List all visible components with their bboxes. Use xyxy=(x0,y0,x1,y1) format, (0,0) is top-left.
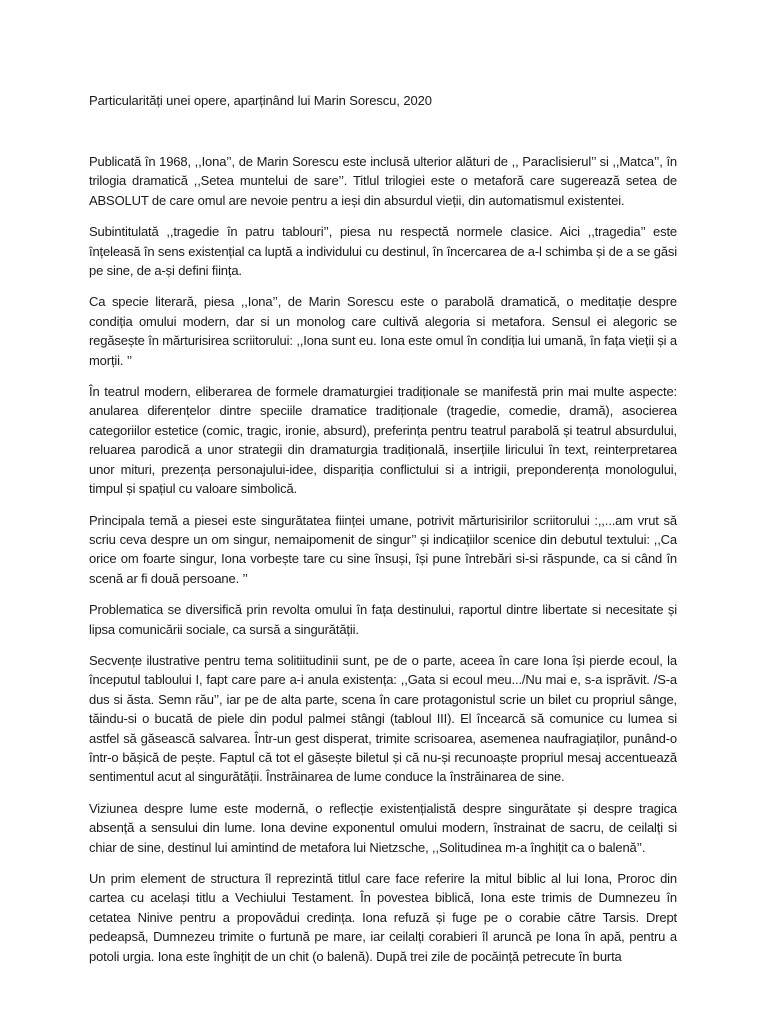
paragraph-6: Problematica se diversifică prin revolta omului în fața destinului, raportul dintre libertate si necesitate și lipsa comunicării sociale, ca sursă a singurătății. xyxy=(89,602,677,637)
paragraph-1: Publicată în 1968, ,,Iona’’, de Marin Sorescu este inclusă ulterior alături de ,, Paraclisierul’’ si ,,Matca’’, în trilogia dramatică ,,Setea muntelui de sare’’. Titlul trilogiei este o metaforă care sugerează setea de ABSOLUT de care omul are nevoie pentru a ieși din absurdul vieții, din automatismul existentei. xyxy=(89,154,677,208)
document-page xyxy=(89,92,677,978)
paragraph-4: În teatrul modern, eliberarea de formele dramaturgiei tradiționale se manifestă prin mai multe aspecte: anularea diferențelor dintre speciile dramatice tradiționale (tragedie, comedie, dramă), asocierea categoriilor estetice (comic, tragic, ironie, absurd), preferința pentru teatrul parabolă și teatrul absurdului, reluarea parodică a unor strategii din dramaturgia tradițională, inserțiile liricului în text, reinterpretarea unor mituri, prezența personajului-idee, dispariția conflictului si a intrigii, preponderența monologului, timpul și spațiul cu valoare simbolică. xyxy=(89,384,677,497)
paragraph-2: Subintitulată ,,tragedie în patru tablouri’’, piesa nu respectă normele clasice. Aici ,,tragedia’’ este înțeleasă în sens existențial ca luptă a individului cu destinul, în încercarea de a-l schimba și de a se găsi pe sine, de a-și defini ființa. xyxy=(89,224,677,279)
paragraph-7: Secvențe ilustrative pentru tema solitiitudinii sunt, pe de o parte, aceea în care Iona își pierde ecoul, la începutul tabloului I, fapt care pare a-i anula existența: ,,Gata si ecoul meu.../Nu mai e, s-a isprăvit. /S-a dus si ăsta. Semn rău’’, iar pe de alta parte, scena în care protagonistul scrie un bilet cu propriul sânge, tăindu-si o bucată de piele din podul palmei stângi (tabloul III). El încearcă să comunice cu lumea si astfel să găsească salvarea. Într-un gest disperat, trimite scrisoarea, asemenea naufragiaților, punând-o într-o bășică de pește. Faptul că tot el găsește biletul și că nu-și recunoaște propriul mesaj accentuează sentimentul acut al singurătății. Înstrăinarea de lume conduce la înstrăinarea de sine. xyxy=(89,652,677,785)
paragraph-9: Un prim element de structura îl reprezintă titlul care face referire la mitul biblic al lui Iona, Proroc din cartea cu același titlu a Vechiului Testament. În povestea biblică, Iona este trimis de Dumnezeu în cetatea Ninive pentru a propovădui credința. Iona refuză și fuge pe o corabie către Tarsis. Drept pedeapsă, Dumnezeu trimite o furtună pe mare, iar ceilalți corabieri îl aruncă pe Iona în apă, pentru a potoli urgia. Iona este înghițit de un chit (o balenă). După trei zile de pocăință petrecute în burta xyxy=(89,871,677,964)
document-title: Particularități unei opere, aparținând lui Marin Sorescu, 2020 xyxy=(89,93,432,108)
paragraph-5: Principala temă a piesei este singurătatea ființei umane, potrivit mărturisirilor scriitorului :,,...am vrut să scriu ceva despre un om singur, nemaipomenit de singur’’ și indicațiilor scenice din debutul textului: ,,Ca orice om foarte singur, Iona vorbește tare cu sine însuși, își pune întrebări si-si răspunde, ca si când în scenă ar fi două persoane. ’’ xyxy=(89,512,677,586)
paragraph-8: Viziunea despre lume este modernă, o reflecție existențialistă despre singurătate și despre tragica absență a sensului din lume. Iona devine exponentul omului modern, înstrainat de sacru, de ceilalți si chiar de sine, destinul lui amintind de metafora lui Nietzsche, ,,Solitudinea m-a înghițit ca o balenă’’. xyxy=(89,800,677,855)
paragraph-3: Ca specie literară, piesa ,,Iona’’, de Marin Sorescu este o parabolă dramatică, o meditație despre condiția omului modern, dar si un monolog care cultivă alegoria si metafora. Sensul ei alegoric se regăsește în mărturisirea scriitorului: ,,Iona sunt eu. Iona este omul în condiția lui umană, în fața vieții și a morții. ’’ xyxy=(89,294,677,368)
